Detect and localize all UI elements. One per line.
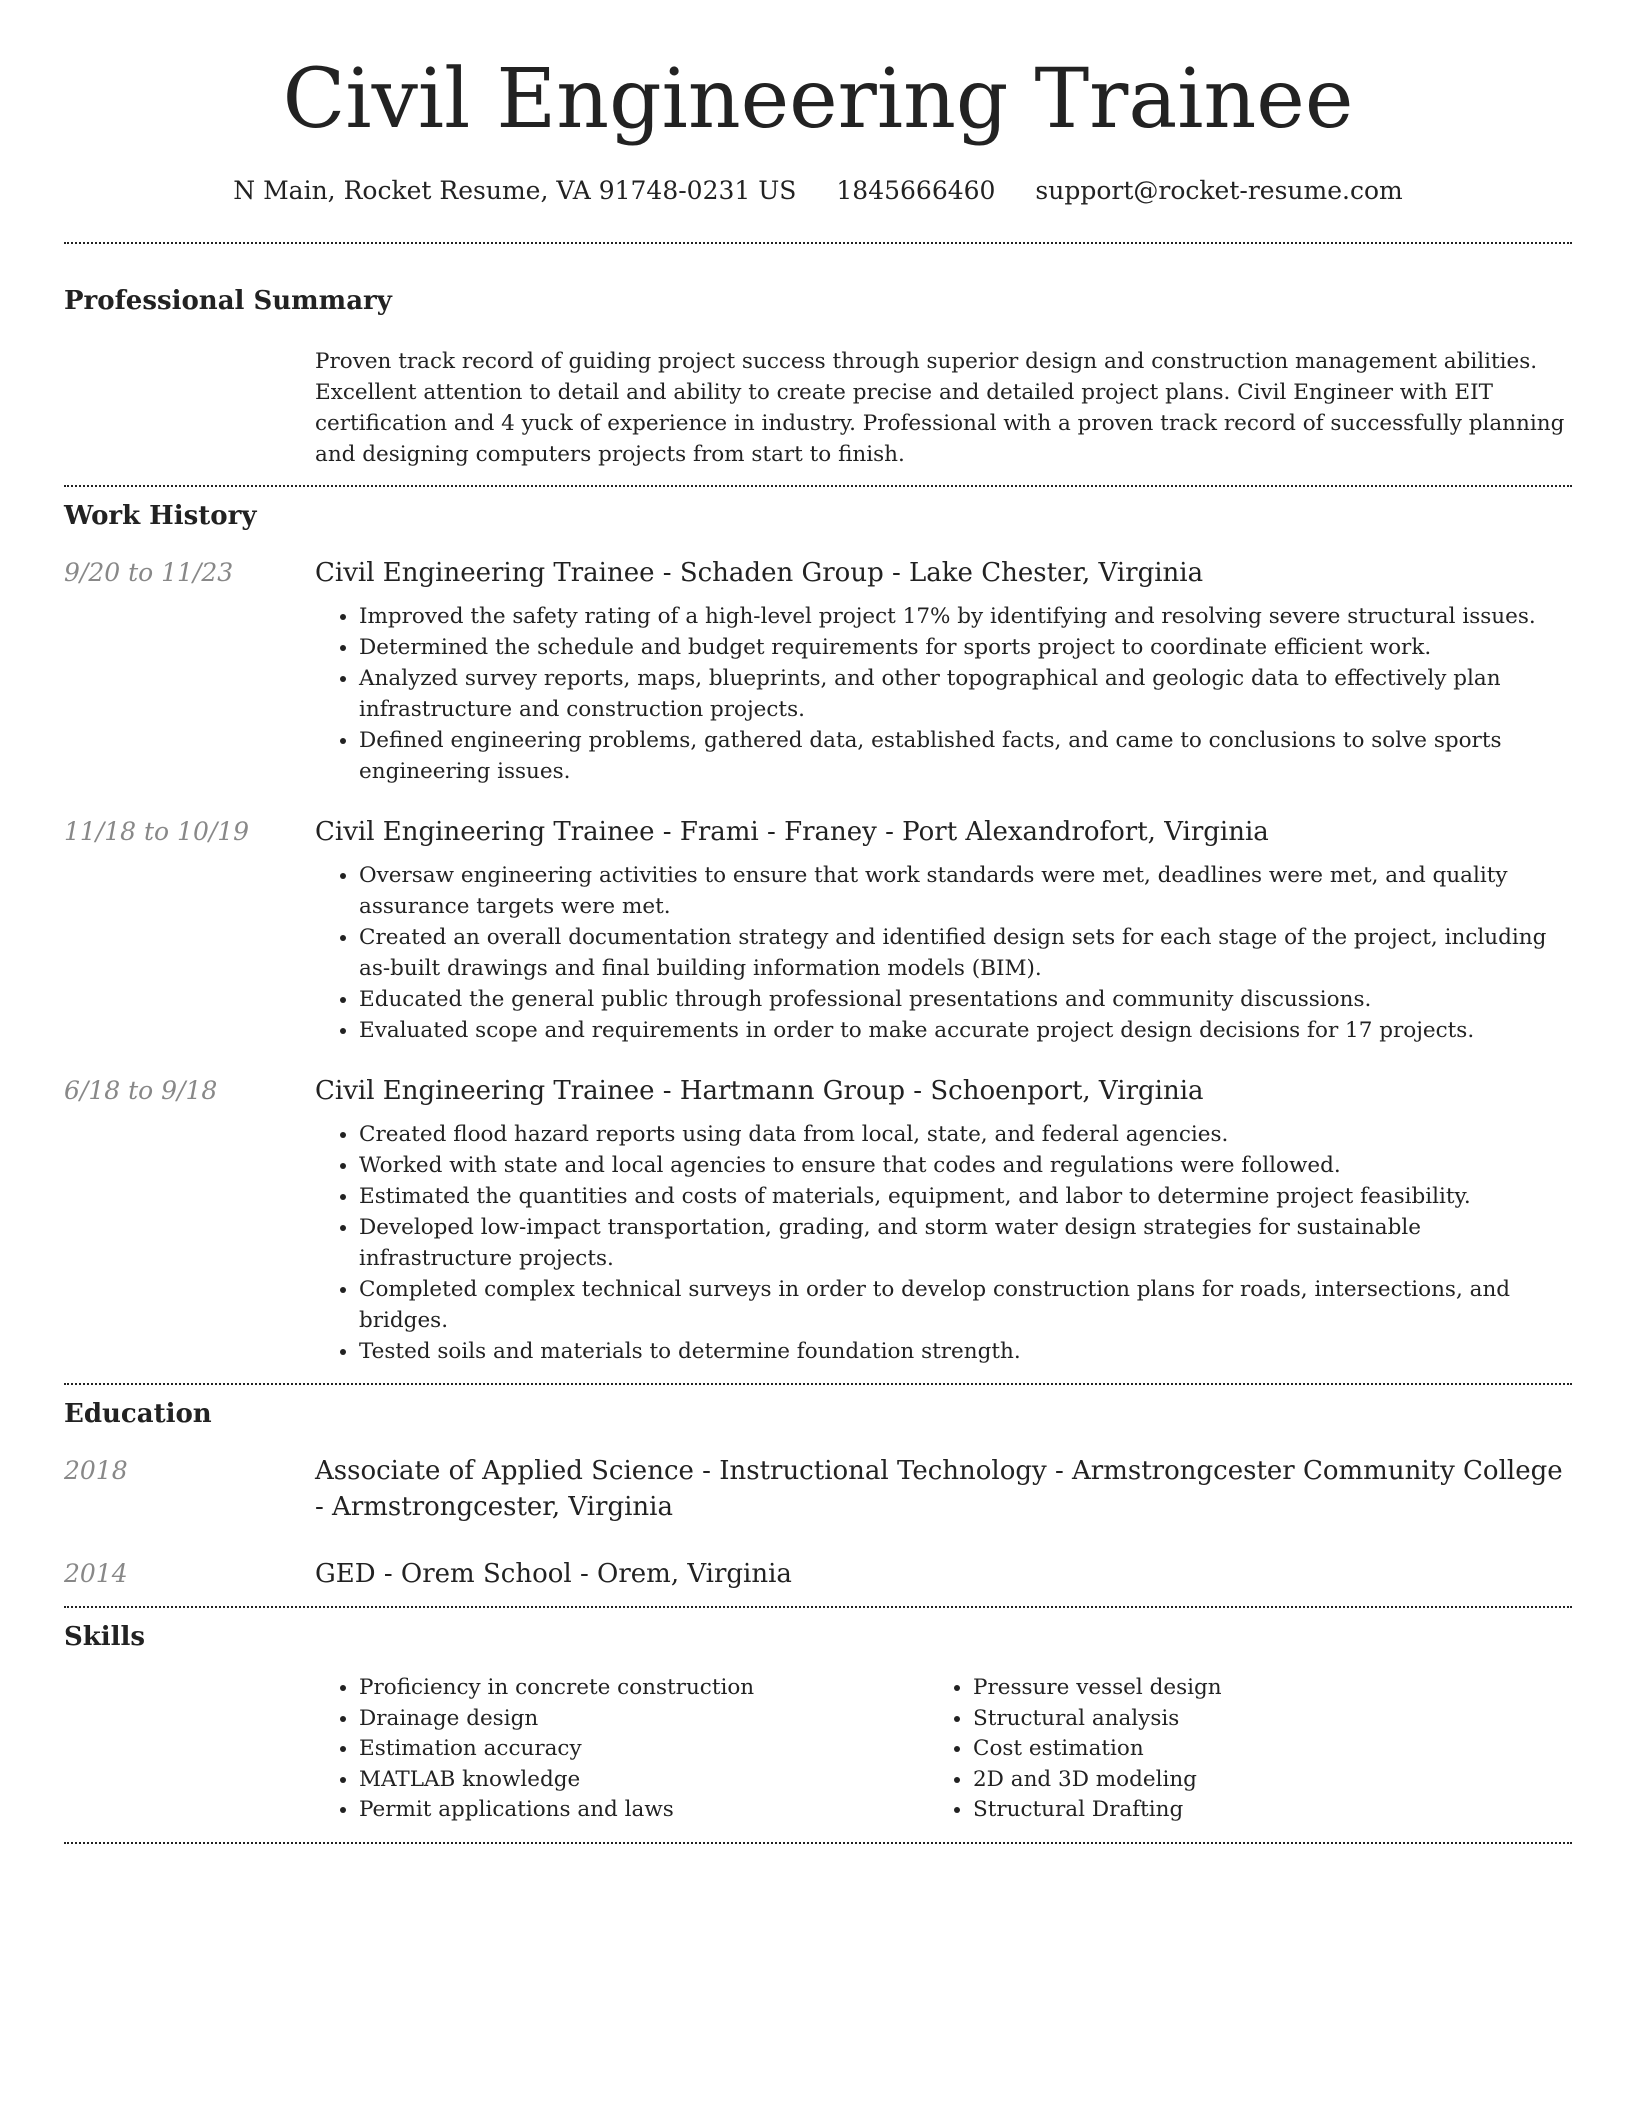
list-item: • Developed low-impact transportation, grading, and storm water design strategies for sustainable infrastructure projects. [359,1212,1572,1274]
candidate-name: Civil Engineering Trainee [282,52,1354,147]
list-item: • Oversaw engineering activities to ensure that work standards were met, deadlines were met, and quality assurance targets were met. [359,860,1572,922]
list-item: • Created an overall documentation strategy and identified design sets for each stage of the project, including as-built drawings and final building information models (BIM). [359,922,1572,984]
skill-item: • Permit applications and laws [359,1795,929,1826]
skill-item: • Cost estimation [973,1734,1543,1765]
school-details: - Orem School - Orem, Virginia [375,1559,792,1589]
work-history-section [64,487,1572,1367]
list-item: • Worked with state and local agencies to ensure that codes and regulations were followed. [359,1150,1572,1181]
skills-section [64,1608,1572,1826]
section-title-summary: Professional Summary [64,286,392,316]
skill-item: • 2D and 3D modeling [973,1765,1543,1796]
list-item: • Defined engineering problems, gathered data, established facts, and came to conclusions to solve sports engineering issues. [359,725,1572,787]
job-dates: 6/18 to 9/18 [64,1076,218,1105]
summary-text: Proven track record of guiding project success through superior design and construction management abilities. Excellent attention to detail and ability to create precise and detailed project plans. Civil Engineer with EIT certification and 4 yuck of experience in industry. Professional with a proven track record of successfully planning and designing computers projects from start to finish. [315,349,1565,467]
education-year: 2018 [64,1456,128,1485]
section-title-work: Work History [64,501,257,531]
resume-page [64,0,1572,1844]
section-title-skills: Skills [64,1622,146,1652]
education-entry [64,1556,1572,1592]
summary-section [64,244,1572,470]
list-item: • Analyzed survey reports, maps, blueprints, and other topographical and geologic data to effectively plan infrastructure and construction projects. [359,663,1572,725]
summary-spacer [64,346,315,470]
skills-list-left [315,1673,929,1826]
degree-name: Associate of Applied Science - Instructional Technology [315,1456,1047,1486]
skill-item: • Drainage design [359,1704,929,1735]
skills-spacer [64,1673,315,1826]
skill-item: • Structural analysis [973,1704,1543,1735]
education-year: 2014 [64,1559,128,1588]
education-title [315,1453,1572,1525]
skill-item: • Estimation accuracy [359,1734,929,1765]
skill-item: • Pressure vessel design [973,1673,1543,1704]
list-item: • Improved the safety rating of a high-level project 17% by identifying and resolving severe structural issues. [359,601,1572,632]
job-bullets [315,1119,1572,1367]
job-dates: 9/20 to 11/23 [64,558,234,587]
education-section [64,1385,1572,1592]
list-item: • Tested soils and materials to determine foundation strength. [359,1336,1572,1367]
school-details: - Armstrongcester Community College - Armstrongcester, Virginia [315,1456,1563,1522]
list-item: • Estimated the quantities and costs of materials, equipment, and labor to determine project feasibility. [359,1181,1572,1212]
list-item: • Completed complex technical surveys in order to develop construction plans for roads, intersections, and bridges. [359,1274,1572,1336]
skill-item: • MATLAB knowledge [359,1765,929,1796]
list-item: • Determined the schedule and budget requirements for sports project to coordinate efficient work. [359,632,1572,663]
skill-item: • Proficiency in concrete construction [359,1673,929,1704]
list-item: • Created flood hazard reports using data from local, state, and federal agencies. [359,1119,1572,1150]
job-title: Civil Engineering Trainee - Frami - Franey - Port Alexandrofort, Virginia [315,817,1269,847]
contact-phone: 1845666460 [836,176,996,205]
skills-list-right [929,1673,1543,1826]
job-bullets [315,860,1572,1046]
job-entry [64,555,1572,787]
job-entry [64,814,1572,1046]
contact-line [64,174,1572,208]
contact-email: support@rocket-resume.com [1035,176,1403,205]
education-entry [64,1453,1572,1525]
list-item: • Educated the general public through professional presentations and community discussions. [359,984,1572,1015]
job-title: Civil Engineering Trainee - Schaden Group - Lake Chester, Virginia [315,558,1204,588]
job-bullets [315,601,1572,787]
list-item: • Evaluated scope and requirements in order to make accurate project design decisions for 17 projects. [359,1015,1572,1046]
job-dates: 11/18 to 10/19 [64,817,250,846]
section-title-education: Education [64,1399,212,1429]
degree-name: GED [315,1559,376,1589]
contact-address: N Main, Rocket Resume, VA 91748-0231 US [233,176,797,205]
job-entry [64,1073,1572,1367]
skill-item: • Structural Drafting [973,1795,1543,1826]
education-title [315,1556,1572,1592]
divider [64,1842,1572,1844]
job-title: Civil Engineering Trainee - Hartmann Group - Schoenport, Virginia [315,1076,1204,1106]
